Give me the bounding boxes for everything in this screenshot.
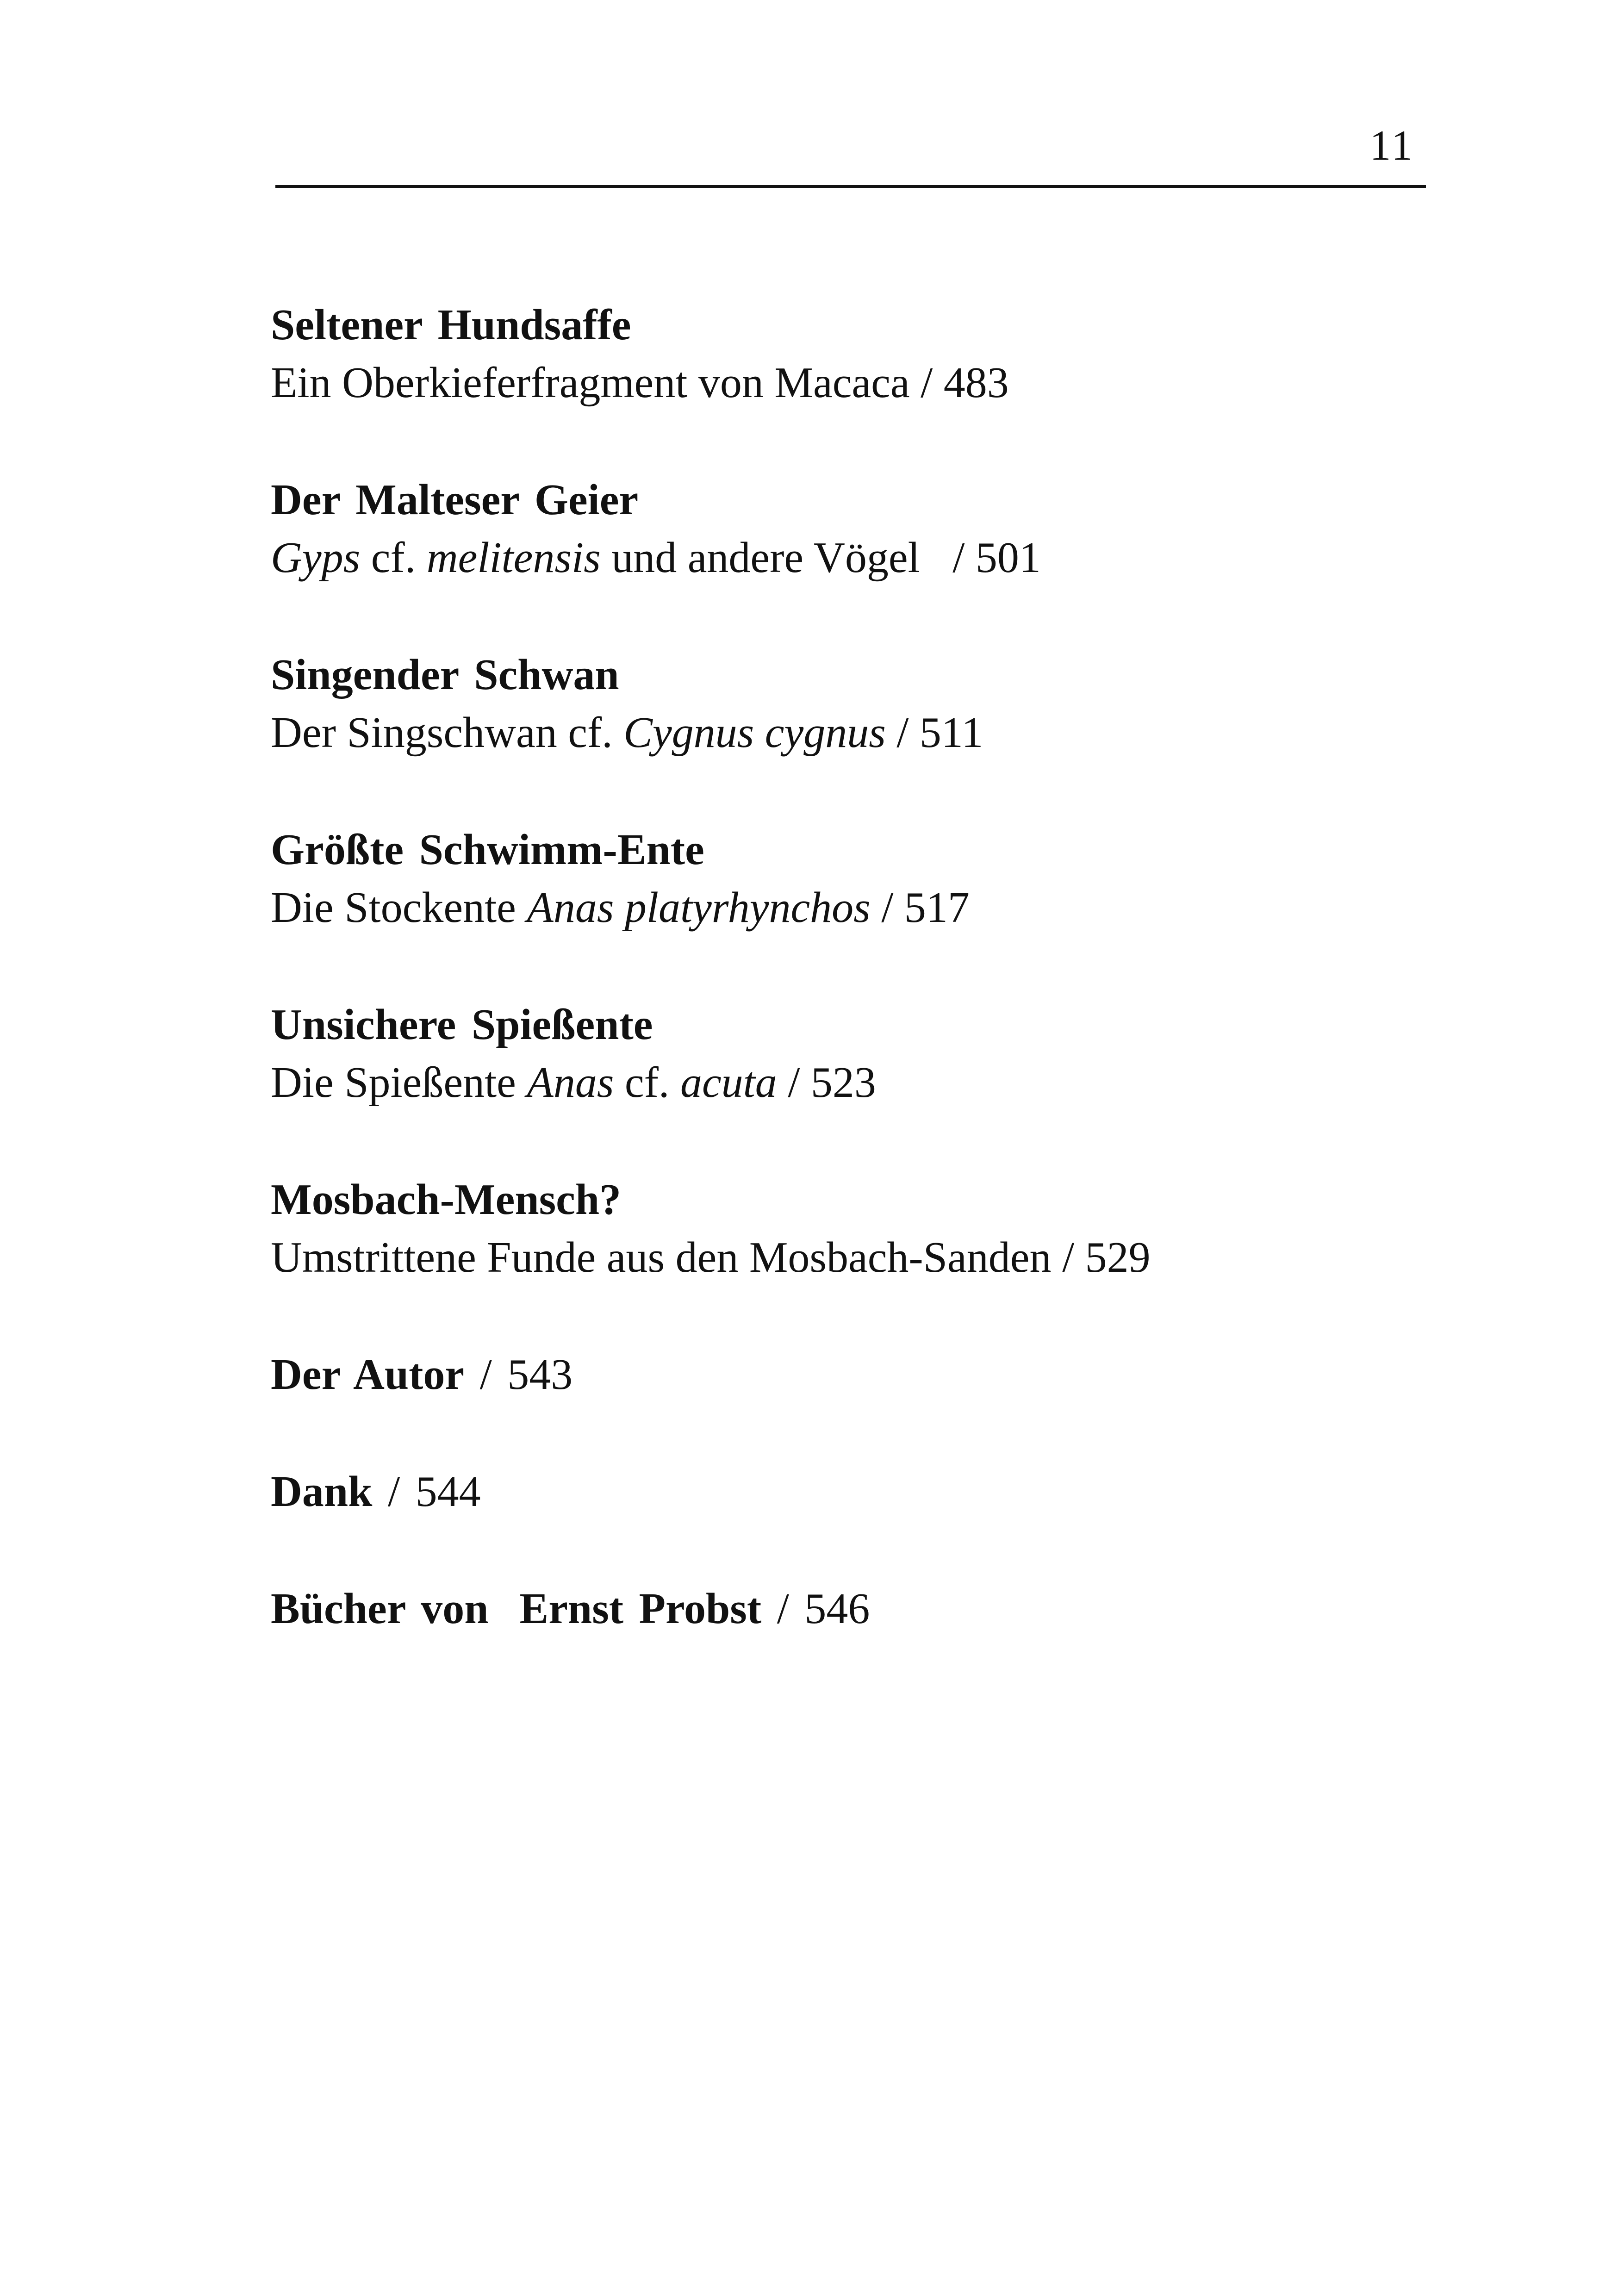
header-rule bbox=[275, 185, 1426, 188]
page-number: 11 bbox=[1369, 122, 1414, 169]
toc-page-number: 517 bbox=[904, 884, 970, 932]
toc-page-number: 544 bbox=[415, 1468, 481, 1516]
toc-entry[interactable] bbox=[271, 646, 1474, 762]
toc-entry-subtitle: Der Singschwan cf. Cygnus cygnus / 511 bbox=[271, 709, 983, 757]
toc-page-number: 529 bbox=[1085, 1233, 1151, 1282]
toc-page-number: 543 bbox=[507, 1350, 573, 1399]
toc-entry-subtitle: Die Spießente Anas cf. acuta / 523 bbox=[271, 1058, 876, 1107]
toc-page-number: 511 bbox=[919, 709, 983, 757]
toc-page-number: 523 bbox=[810, 1058, 876, 1107]
toc-entry[interactable] bbox=[271, 471, 1474, 587]
toc-entry-subtitle: Die Stockente Anas platyrhynchos / 517 bbox=[271, 884, 970, 932]
toc-page-number: 501 bbox=[975, 534, 1041, 582]
toc-entry-title: Der Autor / 543 bbox=[271, 1350, 573, 1399]
toc-entry-subtitle: Ein Oberkieferfragment von Macaca / 483 bbox=[271, 359, 1009, 407]
toc-entry-title: Bücher von Ernst Probst / 546 bbox=[271, 1585, 870, 1633]
toc-page-number: 546 bbox=[804, 1585, 870, 1633]
toc-page-number: 483 bbox=[943, 359, 1009, 407]
toc-entry-title: Dank / 544 bbox=[271, 1468, 481, 1516]
toc-entry-title: Der Malteser Geier bbox=[271, 476, 639, 524]
toc-entry-subtitle: Gyps cf. melitensis und andere Vögel / 501 bbox=[271, 534, 1041, 582]
toc-entry[interactable] bbox=[271, 1346, 1474, 1404]
toc-entry-title: Größte Schwimm-Ente bbox=[271, 826, 704, 874]
toc-entry-title: Seltener Hundsaffe bbox=[271, 301, 631, 349]
toc-entry[interactable] bbox=[271, 1171, 1474, 1287]
toc-entry-title: Mosbach-Mensch? bbox=[271, 1176, 622, 1224]
toc-entry[interactable] bbox=[271, 1580, 1474, 1638]
toc-entry-title: Singender Schwan bbox=[271, 651, 619, 699]
toc-entry[interactable] bbox=[271, 996, 1474, 1112]
toc-entry[interactable] bbox=[271, 821, 1474, 937]
toc-entry[interactable] bbox=[271, 1463, 1474, 1521]
toc-entry-subtitle: Umstrittene Funde aus den Mosbach-Sanden / 529 bbox=[271, 1233, 1151, 1282]
toc-entry-title: Unsichere Spießente bbox=[271, 1001, 653, 1049]
table-of-contents bbox=[271, 296, 1474, 1638]
toc-entry[interactable] bbox=[271, 296, 1474, 412]
